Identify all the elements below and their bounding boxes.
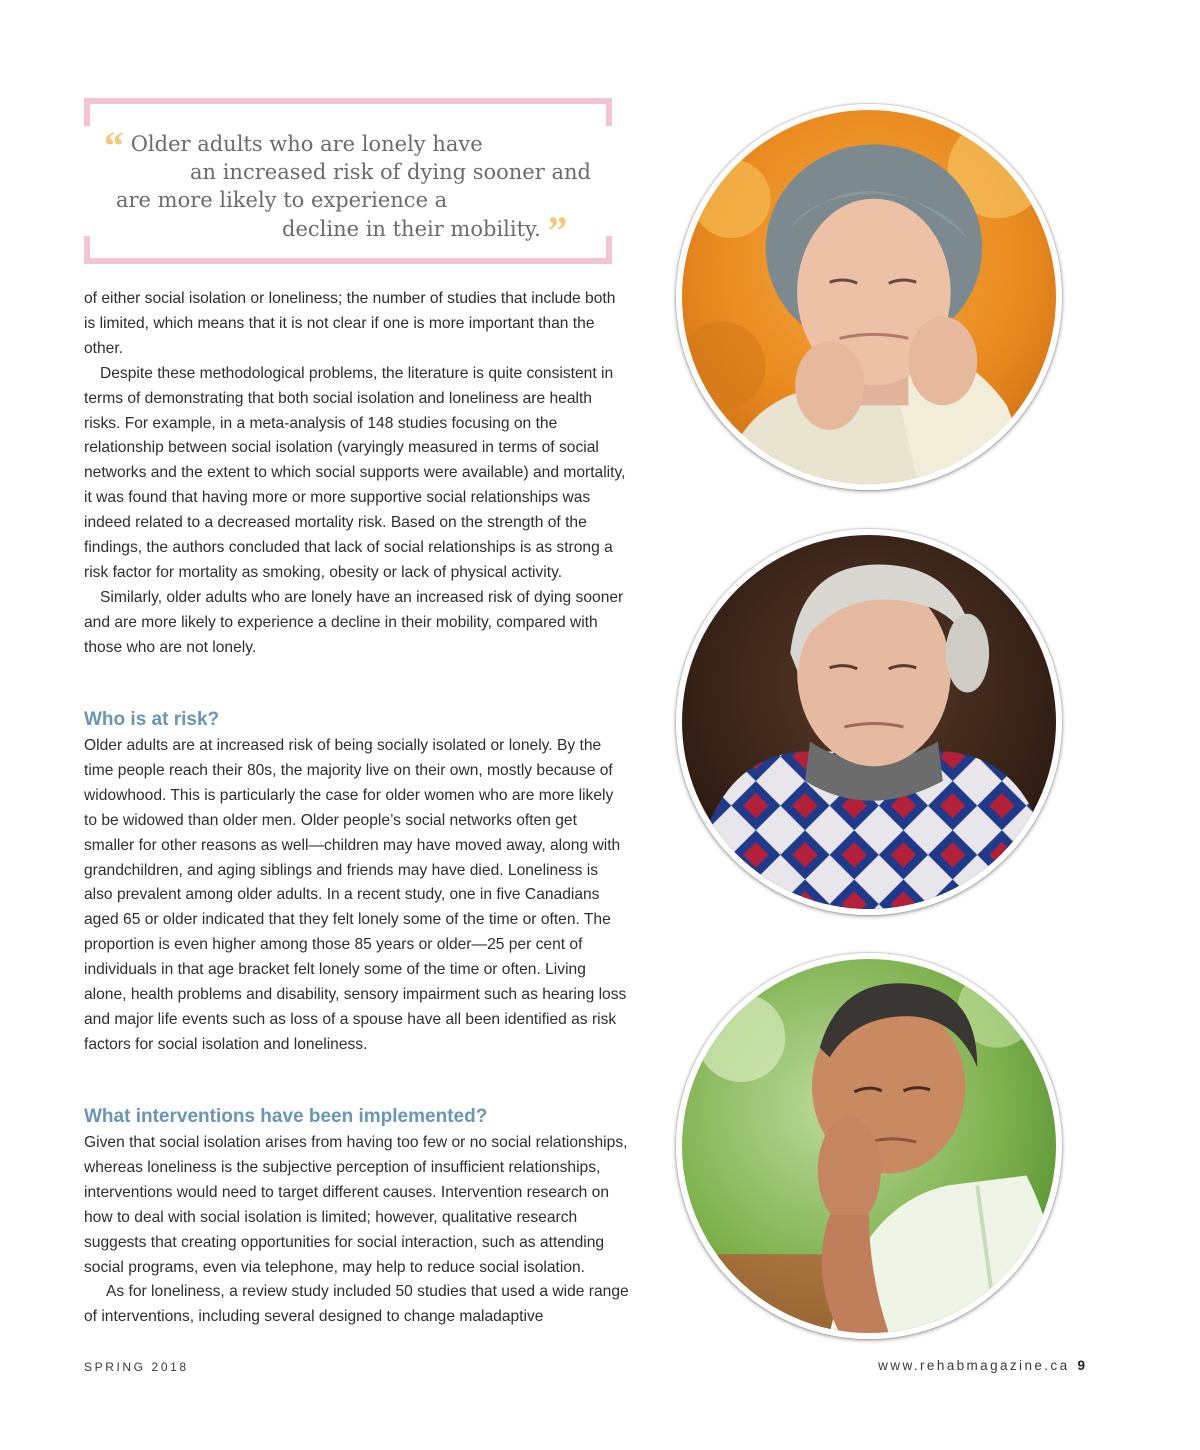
paragraph: Despite these methodological problems, the literature is quite consistent in terms of demonstrating that both social isolation and loneliness are health risks. For example, in a meta-analysis of 148 studies focusing on the relationship between social isolation (varyingly measured in terms of social networks and the extent to which social supports were available) and mortality, it was found that having more or more supportive social relationships was indeed related to a decreased mortality risk. Based on the strength of the findings, the authors concluded that lack of social relationships is as strong a risk factor for mortality as smoking, obesity or lack of physical activity.	[84, 364, 626, 581]
website-url: www.rehabmagazine.ca	[878, 1358, 1070, 1373]
photo-illustration	[682, 110, 1056, 484]
section-interventions	[84, 1103, 629, 1330]
footer-website	[878, 1358, 1085, 1373]
photo-elderly-woman-sweater	[676, 529, 1062, 915]
photo-elderly-man-garden	[676, 953, 1062, 1339]
quote-border-corner	[606, 236, 612, 258]
photo-illustration	[682, 535, 1056, 909]
photo-illustration	[682, 959, 1056, 1333]
photo-elderly-woman-autumn	[676, 104, 1062, 490]
paragraph: of either social isolation or loneliness; the number of studies that include both is limited, which means that it is not clear if one is more important than the other.	[84, 290, 616, 357]
pull-quote-line: decline in their mobility. ”	[282, 208, 568, 253]
open-quote-mark: “	[104, 123, 124, 168]
quote-border-corner	[84, 236, 90, 258]
section-heading: Who is at risk?	[84, 709, 220, 730]
close-quote-mark: ”	[547, 208, 568, 253]
pull-quote-line: “ Older adults who are lonely have	[104, 123, 483, 168]
section-heading: What interventions have been implemented?	[84, 1106, 488, 1127]
intro-text	[84, 287, 629, 661]
pull-quote-line: an increased risk of dying sooner and	[190, 160, 591, 184]
paragraph: Similarly, older adults who are lonely have an increased risk of dying sooner and are more likely to experience a decline in their mobility, compared with those who are not lonely.	[84, 588, 624, 656]
page-number: 9	[1077, 1358, 1085, 1373]
paragraph: Older adults are at increased risk of being socially isolated or lonely. By the time people reach their 80s, the majority live on their own, mostly because of widowhood. This is particularly the case for older women who are more likely to be widowed than older men. Older people’s social networks often get smaller for other reasons as well—children may have moved away, along with grandchildren, and aging siblings and friends may have died. Loneliness is also prevalent among older adults. In a recent study, one in five Canadians aged 65 or older indicated that they felt lonely some of the time or often. The proportion is even higher among those 85 years or older—25 per cent of individuals in that age bracket felt lonely some of the time or often. Living alone, health problems and disability, sensory impairment such as hearing loss and major life events such as loss of a spouse have all been identified as risk factors for social isolation and loneliness.	[84, 737, 627, 1053]
quote-border-corner	[606, 104, 612, 126]
pull-quote	[84, 98, 612, 264]
issue-label: SPRING 2018	[84, 1360, 189, 1374]
paragraph: As for loneliness, a review study included 50 studies that used a wide range of interventions, including several designed to change maladaptive	[84, 1283, 629, 1326]
paragraph: Given that social isolation arises from having too few or no social relationships, whereas loneliness is the subjective perception of insufficient relationships, interventions would need to target different causes. Intervention research on how to deal with social isolation is limited; however, qualitative research suggests that creating opportunities for social interaction, such as attending social programs, even via telephone, may help to reduce social isolation.	[84, 1134, 628, 1276]
quote-border-corner	[84, 104, 90, 126]
pull-quote-line: are more likely to experience a	[116, 188, 448, 212]
section-who-is-at-risk	[84, 706, 629, 1058]
